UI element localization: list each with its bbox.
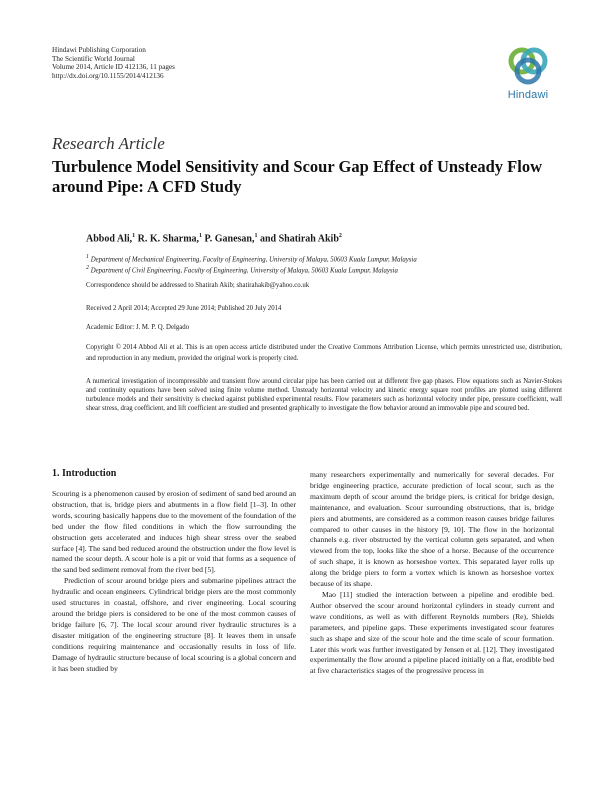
author: P. Ganesan, [202, 233, 255, 245]
academic-editor: Academic Editor: J. M. P. Q. Delgado [86, 324, 190, 331]
author-affiliation-mark: 2 [338, 233, 342, 239]
author-affiliation-mark: 1 [199, 233, 203, 239]
affiliation-text: Department of Mechanical Engineering, Faculty of Engineering, University of Malaya, 50603 Kuala Lumpur, Malaysia [90, 256, 417, 264]
affiliation-mark: 2 [86, 265, 89, 271]
paper-title: Turbulence Model Sensitivity and Scour Gap Effect of Unsteady Flow around Pipe: A CFD Study [52, 157, 542, 196]
hindawi-logo-icon [505, 44, 551, 88]
volume-info: Volume 2014, Article ID 412136, 11 pages [52, 63, 175, 72]
affiliation-mark: 1 [86, 254, 89, 260]
author-affiliation-mark: 1 [132, 233, 136, 239]
correspondence: Correspondence should be addressed to Shatirah Akib; shatirahakib@yahoo.co.uk [86, 282, 310, 289]
paragraph: Scouring is a phenomenon caused by erosion of sediment of sand bed around an obstruction, that is, bridge piers and abutments in a flow field [1–3]. In other words, scouring basically happens due to the movement of the foundation of the bed under the flow filed conditions in which the flow surrounding the obstruction gets accelerated and induces high shear stress over the seabed surface [4]. The sand bed reduced around the obstruction under the flow level is named the scour depth. A scour hole is a pit or void that forms as a sequence of the sand bed sediment removal from the river bed [5]. [52, 489, 296, 575]
paragraph: Prediction of scour around bridge piers and submarine pipelines attract the hydraulic and ocean engineers. Cylindrical bridge piers are the most commonly used structures in coastal, offshore, and river engineering. Local scouring around the bridge piers is considered to be one of the most common causes of bridge failure [6, 7]. The local scour around river hydraulic structures is a disaster mitigation of the engineering structure [8]. It leaves them in unsafe conditions requiring maintenance and occasionally results in loss of life. Damage of hydraulic structure because of local scouring is a global concern and it has been studied by [52, 576, 296, 673]
affiliation-text: Department of Civil Engineering, Faculty of Engineering, University of Malaya, 50603 Kuala Lumpur, Malaysia [90, 267, 398, 275]
affiliation-2 [86, 264, 398, 275]
abstract: A numerical investigation of incompressible and transient flow around circular pipe has been carried out at different five gap phases. Flow equations such as Navier-Stokes and continuity equations have been solved using finite volume method. Unsteady horizontal velocity and kinetic energy square root profiles are plotted using different turbulence models and their sensitivity is checked against published experimental results. Flow parameters such as horizontal velocity under pipe, pressure coefficient, wall shear stress, drag coefficient, and lift coefficient are studied and presented graphically to investigate the flow behavior around an immovable pipe and scoured bed. [86, 378, 562, 413]
left-column [52, 489, 296, 674]
copyright-notice: Copyright © 2014 Abbod Ali et al. This is an open access article distributed under the Creative Commons Attribution License, which permits unrestricted use, distribution, and reproduction in any medium, provided the original work is properly cited. [86, 344, 562, 362]
paragraph: many researchers experimentally and numerically for several decades. For bridge engineering practice, accurate prediction of local scour, such as the maximum depth of scour around the bridge piers, is critical for bridge design, maintenance, and evaluation. Scour surrounding obstructions, that is, bridge piers and abutments, are considered as a common reason causes bridge failures compared to other causes in the history [9, 10]. The flow in the horizontal channels e.g. river obstructed by the vertical column gets separated, and when viewed from the top, looks like the shoe of a horse. Because of the occurrence of such shape, it is known as horseshoe vortex. This separated layer rolls up along the bridge piers to form a vortex which is known as horseshoe vortex because of its shape. [310, 470, 554, 589]
affiliation-1 [86, 253, 417, 264]
journal-header [52, 46, 175, 80]
publisher: Hindawi Publishing Corporation [52, 46, 146, 54]
author-list [86, 233, 342, 244]
right-column [310, 470, 554, 677]
hindawi-logo [496, 44, 560, 101]
author: R. K. Sharma, [135, 233, 200, 245]
journal-name: The Scientific World Journal [52, 54, 135, 63]
section-heading: 1. Introduction [52, 468, 117, 479]
author-affiliation-mark: 1 [254, 233, 258, 239]
article-type: Research Article [52, 134, 165, 153]
logo-text: Hindawi [507, 89, 549, 101]
doi-link[interactable]: http://dx.doi.org/10.1155/2014/412136 [52, 71, 164, 80]
paragraph: Mao [11] studied the interaction between a pipeline and erodible bed. Author observed the scour around horizontal cylinders in steady current and wave conditions, as well as with different Reynolds numbers (Re), Shields parameters, and pipeline gaps. These experiments investigated scour features such as shape and size of the scour hole and the time scale of scour formation. Later this work was further investigated by Jensen et al. [12]. They investigated experimentally the flow around a pipeline placed initially on a flat, erodible bed at five characteristics stages of the progressive process in [310, 589, 554, 676]
article-dates: Received 2 April 2014; Accepted 29 June 2014; Published 20 July 2014 [86, 305, 282, 312]
author: Abbod Ali, [86, 233, 133, 245]
author: and Shatirah Akib [257, 233, 339, 245]
